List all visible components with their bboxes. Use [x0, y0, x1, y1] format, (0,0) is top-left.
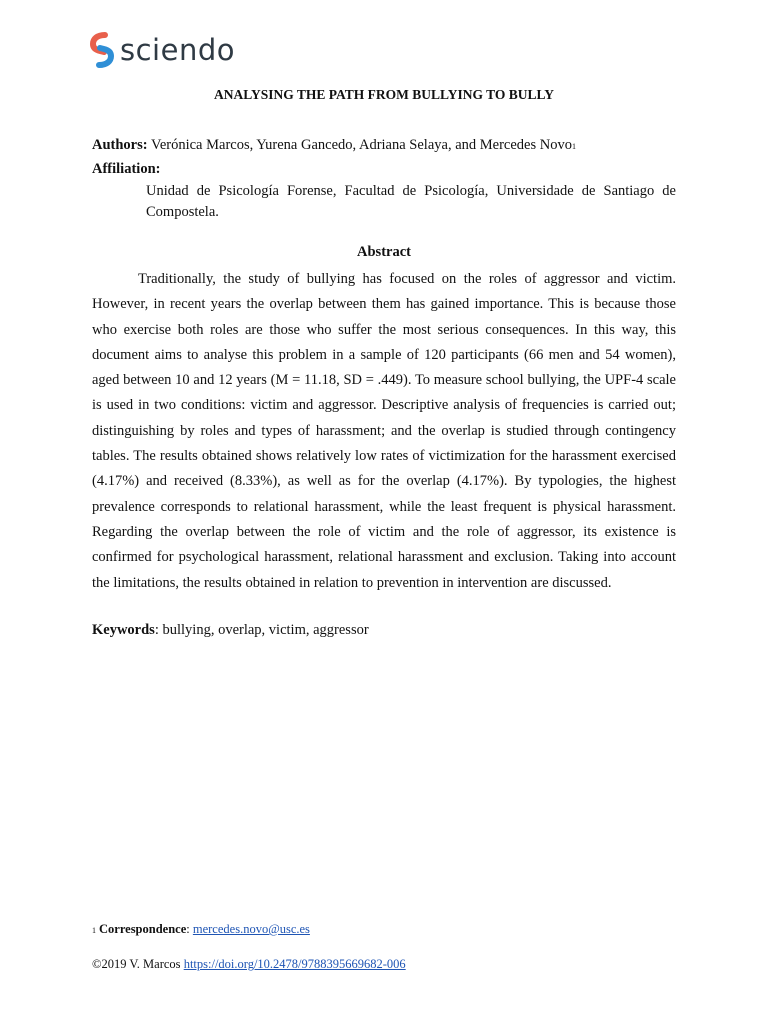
correspondence-email-link[interactable]: mercedes.novo@usc.es	[192, 922, 310, 936]
keywords-list: : bullying, overlap, victim, aggressor	[154, 622, 369, 638]
authors-line	[92, 137, 576, 154]
authors-names: Verónica Marcos, Yurena Gancedo, Adriana Selaya, and Mercedes Novo	[147, 137, 572, 153]
correspondence-label: Correspondence	[99, 922, 187, 936]
logo-wordmark: sciendo	[120, 33, 235, 67]
author-footnote-marker[interactable]: 1	[571, 142, 576, 151]
footnote-separator: :	[186, 922, 193, 936]
keywords-label: Keywords	[92, 622, 155, 638]
copyright-line	[92, 957, 406, 972]
copyright-text: ©2019 V. Marcos	[92, 957, 184, 971]
keywords-line	[92, 622, 369, 639]
paper-title: ANALYSING THE PATH FROM BULLYING TO BULLY	[213, 87, 555, 102]
abstract-heading: Abstract	[357, 244, 411, 260]
doi-link[interactable]: https://doi.org/10.2478/9788395669682-006	[183, 957, 406, 971]
abstract-body: Traditionally, the study of bullying has focused on the roles of aggressor and victim. However, in recent years the overlap between them has gained importance. This is because those who exercise both roles are those who suffer the most serious consequences. In this way, this document aims to analyse this problem in a sample of 120 participants (66 men and 54 women), aged between 10 and 12 years (M = 11.18, SD = .449). To measure school bullying, the UPF-4 scale is used in two conditions: victim and aggressor. Descriptive analysis of frequencies is carried out; distinguishing by roles and types of harassment; and the overlap is studied through contingency tables. The results obtained shows relatively low rates of victimization for the harassment exercised (4.17%) and received (8.33%), as well as for the overlap (4.17%). By typologies, the highest prevalence corresponds to relational harassment, while the least frequent is physical harassment. Regarding the overlap between the role of victim and the role of aggressor, its existence is confirmed for psychological harassment, relational harassment and exclusion. Taking into account the limitations, the results obtained in relation to prevention in intervention are discussed.	[92, 271, 676, 591]
sciendo-s-logo-icon	[90, 32, 114, 68]
affiliation-text: Unidad de Psicología Forense, Facultad de Psicología, Universidade de Santiago de Compostela.	[146, 183, 676, 220]
authors-label: Authors:	[92, 137, 148, 153]
affiliation-label: Affiliation:	[92, 161, 161, 177]
footnote-marker: 1	[92, 926, 96, 935]
correspondence-footnote	[92, 922, 310, 937]
sciendo-logo	[90, 30, 235, 70]
